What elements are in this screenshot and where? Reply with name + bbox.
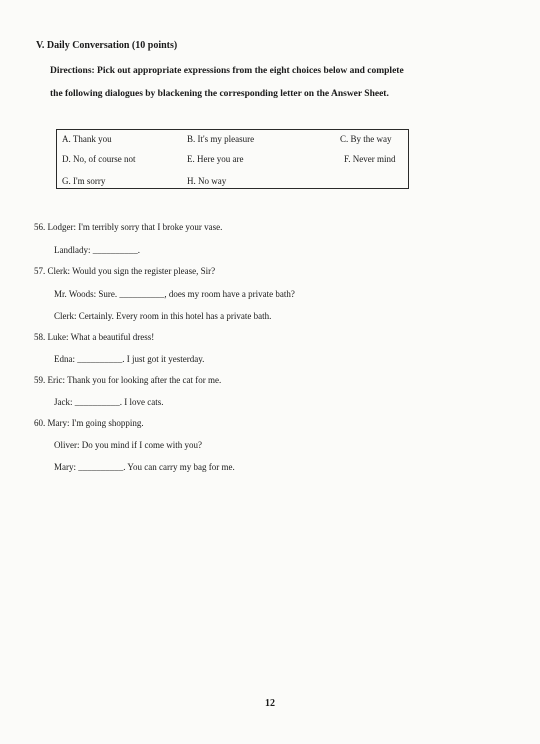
- question-58-line-1: 58. Luke: What a beautiful dress!: [34, 332, 155, 342]
- question-58-line-2: Edna: __________. I just got it yesterday.: [54, 354, 205, 364]
- section-title: V. Daily Conversation (10 points): [36, 40, 178, 51]
- directions-line-2: the following dialogues by blackening the corresponding letter on the Answer Sheet.: [50, 89, 389, 99]
- choice-d: D. No, of course not: [62, 154, 136, 164]
- question-60-line-1: 60. Mary: I'm going shopping.: [34, 418, 144, 428]
- choice-b: B. It's my pleasure: [187, 134, 255, 144]
- choice-e: E. Here you are: [187, 154, 244, 164]
- question-57-line-2: Mr. Woods: Sure. __________, does my room have a private bath?: [54, 289, 295, 299]
- choice-a: A. Thank you: [62, 134, 112, 144]
- choices-box: [56, 129, 409, 189]
- choice-g: G. I'm sorry: [62, 176, 106, 186]
- question-60-line-3: Mary: __________. You can carry my bag for me.: [54, 462, 235, 472]
- choice-h: H. No way: [187, 176, 227, 186]
- question-59-line-2: Jack: __________. I love cats.: [54, 397, 164, 407]
- choice-f: F. Never mind: [344, 154, 396, 164]
- directions-line-1: Directions: Pick out appropriate expressions from the eight choices below and complete: [50, 66, 404, 76]
- question-56-line-2: Landlady: __________.: [54, 245, 140, 255]
- question-57-line-3: Clerk: Certainly. Every room in this hotel has a private bath.: [54, 311, 272, 321]
- question-57-line-1: 57. Clerk: Would you sign the register please, Sir?: [34, 266, 216, 276]
- question-56-line-1: 56. Lodger: I'm terribly sorry that I broke your vase.: [34, 222, 223, 232]
- page-number: 12: [265, 698, 275, 709]
- question-59-line-1: 59. Eric: Thank you for looking after the cat for me.: [34, 375, 222, 385]
- choice-c: C. By the way: [340, 134, 392, 144]
- question-60-line-2: Oliver: Do you mind if I come with you?: [54, 440, 202, 450]
